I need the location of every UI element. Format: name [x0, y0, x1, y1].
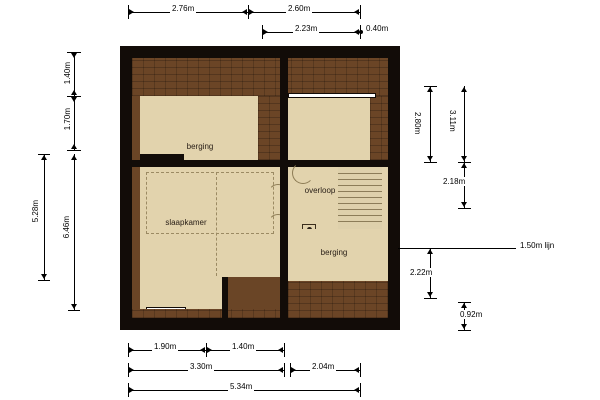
hatch-berging-top-right — [258, 96, 280, 160]
dim-label-1-90m: 1.90m — [154, 342, 177, 351]
room-label-overloop: overloop — [304, 186, 336, 195]
wall-stub-left — [140, 154, 184, 161]
room-top-right — [288, 96, 378, 160]
room-label-slaapkamer: slaapkamer — [165, 218, 207, 227]
dim-label-2-80m: 2.80m — [413, 112, 422, 135]
dim-label-2-18m: 2.18m — [443, 177, 466, 186]
dim-label-5-34m: 5.34m — [230, 382, 253, 391]
floorplan-outline — [120, 46, 400, 330]
floorplan-interior — [132, 58, 388, 318]
dim-label-6-46m: 6.46m — [62, 216, 71, 239]
dim-label-2-60m: 2.60m — [288, 4, 311, 13]
dim-label-0-92m: 0.92m — [460, 310, 483, 319]
dim-label-2-76m: 2.76m — [172, 4, 195, 13]
dim-label-2-04m: 2.04m — [312, 362, 335, 371]
dim-label-3-11m: 3.11m — [448, 110, 457, 132]
wall-horizontal-middle — [132, 160, 388, 167]
dim-label-1-40m-bottom: 1.40m — [232, 342, 255, 351]
dim-label-0-40m: 0.40m — [366, 24, 389, 33]
room-lower-left — [140, 277, 222, 309]
window-top-right — [288, 93, 376, 98]
staircase — [338, 167, 382, 229]
hatch-bottom-left — [132, 309, 280, 318]
dim-label-2-22m: 2.22m — [410, 268, 433, 277]
hatch-area-top-left — [132, 58, 280, 96]
dim-label-2-23m: 2.23m — [295, 24, 318, 33]
door-arc-overloop — [292, 162, 314, 184]
dim-label-1-50m-lijn: 1.50m lijn — [520, 241, 555, 250]
hatch-bottom-right — [288, 281, 388, 318]
wall-vertical-middle — [280, 167, 288, 318]
hatch-area-top-right — [280, 58, 388, 96]
wall-lower-left — [222, 277, 228, 318]
wall-vertical-top — [280, 58, 288, 160]
hatch-top-right-edge — [370, 96, 388, 160]
reference-line-1-50m — [398, 248, 516, 249]
room-label-berging-bottom: berging — [320, 248, 348, 257]
room-label-berging-top: berging — [186, 142, 214, 151]
dim-label-3-30m: 3.30m — [190, 362, 213, 371]
dim-label-1-70m: 1.70m — [63, 108, 72, 131]
dim-label-1-40m: 1.40m — [63, 62, 72, 85]
dim-label-5-28m: 5.28m — [31, 200, 40, 223]
